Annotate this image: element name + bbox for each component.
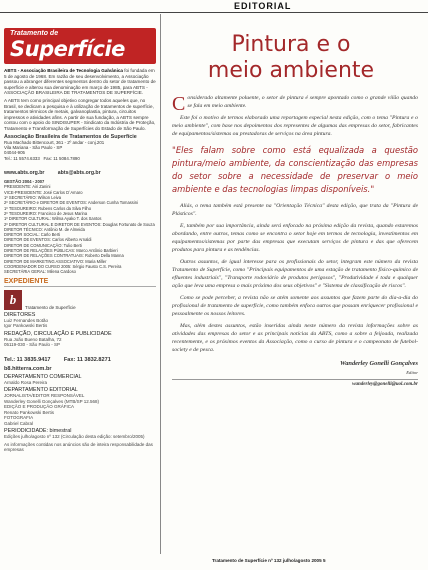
article-body	[172, 94, 418, 389]
drop-cap: C	[172, 93, 186, 115]
org-name: Associação Brasileira de Tratamentos de Superfície	[4, 133, 137, 140]
logo-pre: Tratamento de	[10, 30, 59, 37]
article-title	[196, 32, 386, 84]
logo-main: Superfície	[10, 37, 125, 61]
article-title-line-1: Pintura e o	[231, 32, 351, 57]
about-p1: foi fundada em 5 de agosto de 1968. Em razão de seu desenvolvimento, a Associação passou a abranger diferentes segmentos dentro do setor de tratamento de superfície e alterou sua denominação em março de 1985, para ABTS - ASSOCIAÇÃO BRASILEIRA DE TRATAMENTOS DE SUPERFÍCIE.	[4, 68, 156, 96]
article-paragraph: Como se pode perceber, a revista não se atém somente aos assuntos que fazem parte do dia-a-dia do profissional de tratamento de superfície, como também enfoca outros que possam enriquecer profissional e pessoalmente os nossos leitores.	[172, 295, 418, 317]
redacao-label: REDAÇÃO, CIRCULAÇÃO E PUBLICIDADE	[4, 330, 112, 337]
magazine-logo	[4, 28, 156, 64]
staff-line: DIRETOR DE MARKETING ASSOCIATIVO: Maria Miller	[4, 258, 107, 264]
staff-line: VICE-PRESIDENTE: José Carlos D´Amaro	[4, 189, 83, 195]
column-divider	[160, 14, 161, 554]
article-title-line-2: meio ambiente	[207, 58, 375, 83]
org-city: Vila Mariana - São Paulo - SP	[4, 144, 63, 150]
staff-line: DIRETOR DE EVENTOS: Carlos Alberto Arnaldi	[4, 237, 92, 243]
page-footer: Tratamento de Superfície nº 132 julho/agosto 2005 5	[212, 558, 326, 563]
directors-label: DIRETORES	[4, 311, 36, 318]
article-paragraph: Aliás, o tema também está presente na "Orientação Técnica" desta edição, que trata da "Pintura de Plásticos".	[172, 203, 418, 217]
article-p1: onsiderado altamente poluente, o setor de pintura é sempre apontado como o grande vilão quando se fala em meio ambiente.	[187, 95, 418, 109]
pull-quote: "Eles falam sobre como está equalizada a questão pintura/meio ambiente, da conscientização das empresas do setor sobre a necessidade de preservar o meio ambiente e das tecnologias limpas disponíveis."	[172, 145, 418, 194]
staff-list	[4, 179, 156, 274]
periodicidade: PERIODICIDADE: bimestral	[4, 428, 72, 434]
redacao-site[interactable]: b8.hitterra.com.br	[4, 365, 52, 372]
editorial-line: Wanderley Gonelli Gonçalves (MTB/SP 12.568)	[4, 398, 100, 404]
org-address: Rua Machado Bittencourt, 361 - 2º andar - conj.201	[4, 139, 105, 145]
section-label: EDITORIAL	[234, 1, 292, 11]
redacao-city: 05119-030 - São Paulo - SP	[4, 342, 60, 347]
comercial-name: Arnaldo Rosa Pereira	[4, 379, 48, 385]
redacao-address: Rua João Bueno Batalha, 72	[4, 336, 62, 342]
org-cep: 04044-905	[4, 150, 25, 156]
disclaimer: As informações contidas nos anúncios são de inteira responsabilidade das empresas	[4, 441, 153, 452]
staff-line: COORDENADOR DO CURSO 2005: Sérgio Fausto C.S. Pereira	[4, 263, 122, 269]
staff-line: DIRETOR SOCIAL: Carlo Berti	[4, 232, 61, 238]
staff-line: DIRETOR DE RELAÇÕES CONTRATUAIS: Roberto Della Manna	[4, 253, 124, 259]
editorial-line: JORNALISTA/EDITOR RESPONSÁVEL	[4, 393, 85, 398]
masthead-column	[4, 28, 156, 453]
redacao-fax: Fax: 11 3832.8271	[63, 356, 111, 363]
staff-line: 2º TESOUREIRO: Francisco de Jesus Marina	[4, 210, 88, 216]
expediente-heading: EXPEDIENTE	[4, 278, 156, 287]
editorial-label: DEPARTAMENTO EDITORIAL	[4, 387, 78, 393]
staff-line: 2º DIRETOR CULTURAL E DIRETOR DE EVENTOS: Douglas Fortunato de Souza	[4, 221, 155, 227]
article-paragraph	[172, 93, 418, 115]
staff-line: DIRETOR TÉCNICO: Antônio M. de Almeida	[4, 226, 85, 232]
staff-line: SECRETÁRIA GERAL: Milena Cardoso	[4, 269, 76, 275]
signature-role: Editor	[406, 370, 418, 375]
publisher-name: Tratamento de Superfície	[25, 304, 76, 310]
org-tel: Tel.: 11 5574.6333	[4, 155, 40, 161]
comercial-label: DEPARTAMENTO COMERCIAL	[4, 373, 82, 380]
director-name: Luiz Fernandes Botão	[4, 317, 49, 323]
editorial-line: FOTOGRAFIA	[4, 415, 34, 420]
header-rule	[0, 12, 428, 13]
redacao-phones	[4, 348, 156, 366]
director-name: Igor Pankowski Bertis	[4, 323, 48, 328]
org-url[interactable]: www.abts.org.br	[4, 170, 45, 177]
staff-line: PRESIDENTE: Airi Zanini	[4, 184, 51, 190]
article-paragraph: Outros assuntos, de igual interesse para os profissionais do setor, integram este número da revista Tratamento de Superfície, como "Principais equipamentos de uma estação de tratamento físico-químico de efluentes industriais", "Transporte rodoviário de produtos perigosos", "Produtividade é toda e qualquer ação que leva uma empresa o mais próximo dos seus objetivos" e "Sistema de classificação de riscos".	[172, 259, 418, 289]
editorial-line: EDIÇÃO E PRODUÇÃO GRÁFICA	[4, 404, 75, 409]
staff-line: 1º TESOUREIRO: Rubens Carlos da Silva Filho	[4, 205, 91, 211]
about-p2: A ABTS tem como principal objetivo congregar todos aqueles que, no Brasil, se dedicam a pesquisa e à utilização de tratamentos de superfície, tratamentos térmicos de metais, galvanoplastia, pintura, circuitos impressos e atividades afins. A partir de sua fundação, a ABTS sempre contou com o apoio do SINDISUPER - Sindicato da Indústria de Proteção, Tratamento e Transformação de Superfícies do Estado de São Paulo.	[4, 97, 156, 131]
signature: Wanderley Gonelli Gonçalves	[340, 360, 418, 367]
article-paragraph: Este foi o motivo de termos elaborado uma reportagem especial nesta edição, com o tema "Pintura e o meio ambiente", com base nos depoimentos dos representes de algumas das empresas do setor, fabricantes de equipamentos/sistemas ou prestadoras de serviços na área pintura.	[172, 115, 418, 137]
publisher-logo-mark: b	[4, 290, 22, 310]
about-org-line: ABTS - Associação Brasileira de Tecnologia Galvânica	[4, 68, 123, 73]
signature-email[interactable]: wanderley@gonelli@uol.com.br	[172, 379, 418, 389]
staff-line: DIRETOR DE COMUNICAÇÃO: Tulio Berti	[4, 242, 82, 248]
staff-line: 1º SECRETÁRIO: Wilson Leiva	[4, 195, 62, 201]
staff-line: DIRETOR DE RELAÇÕES PÚBLICAS: Marco Antônio Barbieri	[4, 248, 118, 254]
redacao-tel: Tel.: 11 3835.9417	[4, 356, 51, 363]
publisher-logo	[4, 290, 156, 310]
edicoes: Edições julho/agosto nº 132 (Circulação desta edição: setembro/2005)	[4, 434, 145, 439]
org-fax: Fax: 11 5084.7890	[43, 155, 80, 161]
article-paragraph: Mas, além destes assuntos, estão inseridas ainda neste número da revista informações sobre as atividades das empresas do setor e as principais notícias da ABTS, como a sobre a feijoada, realizada recentemente, e os próximos eventos da Associação, como o curso de pintura e o campeonato de futebol-society e de pesca.	[172, 323, 418, 353]
staff-line: GESTÃO 2004 - 2007	[4, 179, 45, 185]
org-email[interactable]: abts@abts.org.br	[57, 170, 101, 177]
staff-line: 2º SECRETÁRIO e DIRETOR DE EVENTOS: Anderson Cunha Tomassini	[4, 200, 138, 206]
about-org	[4, 68, 156, 96]
article-paragraph: E, também por sua importância, ainda será enfocado na próxima edição da revista, quando estaremos abordando, entre outros, temas como se encontra o setor hoje em termos de tecnologia, investimentos em equipamentos/sistemas por parte das empresas que executam serviços de pintura e das que oferecem produtos para pintura e as tendências.	[172, 223, 418, 253]
staff-line: 1º DIRETOR CULTURAL: Wilma Ayako T. dos Santos	[4, 216, 102, 222]
editorial-line: Gabriel Cabral	[4, 420, 34, 426]
editorial-line: Renato Pankowski Bertis	[4, 409, 55, 415]
org-links	[4, 161, 156, 179]
